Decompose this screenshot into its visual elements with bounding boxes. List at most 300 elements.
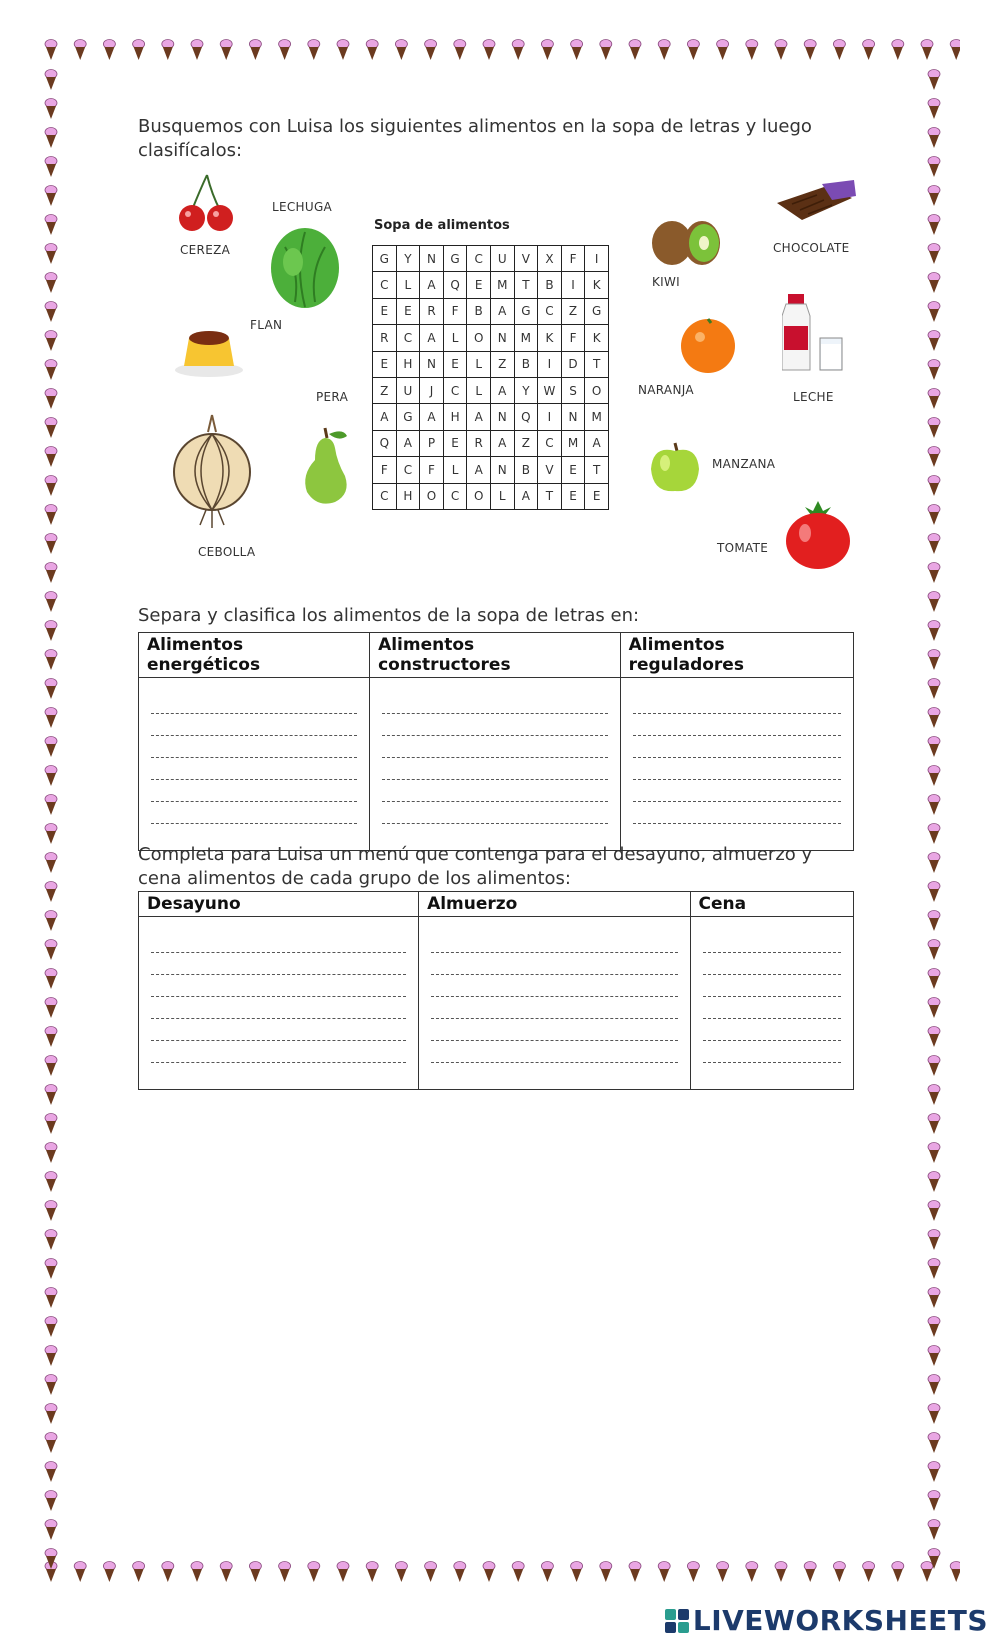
answer-line[interactable] <box>633 736 841 758</box>
border-bottom <box>40 1560 960 1590</box>
ice-cream-cone-icon <box>45 1549 57 1570</box>
ice-cream-cone-icon <box>928 853 940 874</box>
milk-icon <box>782 290 847 375</box>
answer-line[interactable] <box>633 802 841 824</box>
answer-line[interactable] <box>431 997 677 1019</box>
ice-cream-cone-icon <box>45 824 57 845</box>
ice-cream-cone-icon <box>928 418 940 439</box>
wordsearch-cell[interactable]: F <box>561 246 585 272</box>
food-label-pera: PERA <box>316 390 349 404</box>
ice-cream-cone-icon <box>928 766 940 787</box>
answer-line[interactable] <box>431 1041 677 1063</box>
answer-line[interactable] <box>382 692 608 714</box>
wordsearch-cell[interactable]: I <box>561 272 585 298</box>
ice-cream-cone-icon <box>45 128 57 149</box>
answer-line[interactable] <box>431 931 677 953</box>
answer-line[interactable] <box>633 714 841 736</box>
wordsearch-row <box>373 325 609 351</box>
answer-line[interactable] <box>703 953 841 975</box>
ice-cream-cone-icon <box>45 1085 57 1106</box>
wordsearch-cell[interactable]: K <box>538 325 562 351</box>
wordsearch-cell[interactable]: Z <box>490 351 514 377</box>
answer-line[interactable] <box>431 975 677 997</box>
ice-cream-cone-icon <box>928 824 940 845</box>
wordsearch-cell[interactable]: O <box>467 483 491 509</box>
answer-line[interactable] <box>703 975 841 997</box>
wordsearch-cell[interactable]: B <box>467 298 491 324</box>
ice-cream-cone-icon <box>863 1562 875 1583</box>
ice-cream-cone-icon <box>928 1056 940 1077</box>
ice-cream-cone-icon <box>928 534 940 555</box>
wordsearch-cell[interactable]: C <box>396 457 420 483</box>
border-left <box>40 40 62 1580</box>
answer-line[interactable] <box>151 1041 406 1063</box>
ice-cream-cone-icon <box>45 853 57 874</box>
wordsearch-cell[interactable]: D <box>561 351 585 377</box>
ice-cream-cone-icon <box>928 911 940 932</box>
header-reguladores: Alimentos reguladores <box>620 633 853 678</box>
ice-cream-cone-icon <box>928 563 940 584</box>
ice-cream-cone-icon <box>687 1562 699 1583</box>
menu-table <box>138 891 854 1090</box>
wordsearch-cell[interactable]: E <box>443 351 467 377</box>
wordsearch-cell[interactable]: A <box>373 404 397 430</box>
wordsearch-cell[interactable]: R <box>373 325 397 351</box>
wordsearch-cell[interactable]: N <box>561 404 585 430</box>
wordsearch-cell[interactable]: T <box>585 351 609 377</box>
wordsearch-cell[interactable]: H <box>396 351 420 377</box>
ice-cream-cone-icon <box>366 1562 378 1583</box>
wordsearch-cell[interactable]: B <box>514 457 538 483</box>
ice-cream-cone-icon <box>629 40 641 61</box>
wordsearch-cell[interactable]: E <box>467 272 491 298</box>
wordsearch-cell[interactable]: C <box>467 246 491 272</box>
wordsearch-cell[interactable]: M <box>561 430 585 456</box>
ice-cream-cone-icon <box>45 1027 57 1048</box>
ice-cream-cone-icon <box>45 505 57 526</box>
ice-cream-cone-icon <box>928 1317 940 1338</box>
ice-cream-cone-icon <box>775 1562 787 1583</box>
ice-cream-cone-icon <box>892 1562 904 1583</box>
ice-cream-cone-icon <box>45 882 57 903</box>
wordsearch-cell[interactable]: L <box>396 272 420 298</box>
food-label-kiwi: KIWI <box>652 275 681 289</box>
wordsearch-cell[interactable]: Q <box>443 272 467 298</box>
ice-cream-cone-icon <box>541 1562 553 1583</box>
wordsearch-cell[interactable]: C <box>443 483 467 509</box>
wordsearch-cell[interactable]: E <box>373 351 397 377</box>
wordsearch-cell[interactable]: Y <box>514 377 538 403</box>
ice-cream-cone-icon <box>45 244 57 265</box>
ice-cream-cone-icon <box>717 1562 729 1583</box>
ice-cream-cone-icon <box>928 679 940 700</box>
ice-cream-cone-icon <box>629 1562 641 1583</box>
ice-cream-cone-icon <box>928 215 940 236</box>
wordsearch-cell[interactable]: T <box>514 272 538 298</box>
wordsearch-cell[interactable]: Q <box>514 404 538 430</box>
ice-cream-cone-icon <box>45 592 57 613</box>
ice-cream-cone-icon <box>45 1201 57 1222</box>
food-label-cebolla: CEBOLLA <box>198 545 256 559</box>
answer-line[interactable] <box>151 1019 406 1041</box>
wordsearch-cell[interactable]: E <box>396 298 420 324</box>
wordsearch-cell[interactable]: L <box>490 483 514 509</box>
answer-line[interactable] <box>151 931 406 953</box>
food-label-flan: FLAN <box>250 318 283 332</box>
intro-text: Busquemos con Luisa los siguientes alimentos en la sopa de letras y luego clasifícalos: <box>138 116 812 161</box>
wordsearch-cell[interactable]: F <box>420 457 444 483</box>
wordsearch-cell[interactable]: L <box>443 457 467 483</box>
wordsearch-cell[interactable]: N <box>490 404 514 430</box>
wordsearch-cell[interactable]: O <box>585 377 609 403</box>
ice-cream-cone-icon <box>45 737 57 758</box>
flan-icon <box>172 318 247 378</box>
wordsearch-cell[interactable]: Y <box>396 246 420 272</box>
ice-cream-cone-icon <box>541 40 553 61</box>
ice-cream-cone-icon <box>45 1230 57 1251</box>
ice-cream-cone-icon <box>454 40 466 61</box>
wordsearch-cell[interactable]: X <box>538 246 562 272</box>
wordsearch-cell[interactable]: G <box>585 298 609 324</box>
wordsearch-cell[interactable]: G <box>514 298 538 324</box>
wordsearch-cell[interactable]: Z <box>373 377 397 403</box>
ice-cream-cone-icon <box>45 1259 57 1280</box>
wordsearch-cell[interactable]: R <box>467 430 491 456</box>
ice-cream-cone-icon <box>45 1520 57 1541</box>
ice-cream-cone-icon <box>45 679 57 700</box>
ice-cream-cone-icon <box>45 99 57 120</box>
ice-cream-cone-icon <box>454 1562 466 1583</box>
answer-line[interactable] <box>703 997 841 1019</box>
ice-cream-cone-icon <box>133 1562 145 1583</box>
wordsearch-cell[interactable]: T <box>585 457 609 483</box>
ice-cream-cone-icon <box>600 1562 612 1583</box>
wordsearch-row <box>373 483 609 509</box>
wordsearch-cell[interactable]: A <box>420 404 444 430</box>
ice-cream-cone-icon <box>45 418 57 439</box>
wordsearch-cell[interactable]: E <box>585 483 609 509</box>
ice-cream-cone-icon <box>928 650 940 671</box>
ice-cream-cone-icon <box>45 1346 57 1367</box>
wordsearch-cell[interactable]: A <box>490 298 514 324</box>
answer-line[interactable] <box>382 714 608 736</box>
ice-cream-cone-icon <box>928 1230 940 1251</box>
answer-line[interactable] <box>151 736 357 758</box>
ice-cream-cone-icon <box>45 1143 57 1164</box>
ice-cream-cone-icon <box>928 969 940 990</box>
ice-cream-cone-icon <box>249 1562 261 1583</box>
wordsearch-cell[interactable]: L <box>467 377 491 403</box>
ice-cream-cone-icon <box>928 1433 940 1454</box>
border-top <box>40 38 960 68</box>
ice-cream-cone-icon <box>45 1056 57 1077</box>
food-label-tomate: TOMATE <box>717 541 769 555</box>
wordsearch-cell[interactable]: H <box>396 483 420 509</box>
ice-cream-cone-icon <box>220 40 232 61</box>
wordsearch-cell[interactable]: B <box>514 351 538 377</box>
ice-cream-cone-icon <box>928 360 940 381</box>
answer-cell-cena[interactable] <box>690 917 853 1090</box>
ice-cream-cone-icon <box>45 389 57 410</box>
food-label-cereza: CEREZA <box>180 243 231 257</box>
wordsearch-cell[interactable]: A <box>467 457 491 483</box>
ice-cream-cone-icon <box>45 476 57 497</box>
ice-cream-cone-icon <box>395 40 407 61</box>
ice-cream-cone-icon <box>45 621 57 642</box>
ice-cream-cone-icon <box>45 331 57 352</box>
wordsearch-cell[interactable]: I <box>538 351 562 377</box>
ice-cream-cone-icon <box>45 708 57 729</box>
wordsearch-cell[interactable]: A <box>420 272 444 298</box>
wordsearch-cell[interactable]: S <box>561 377 585 403</box>
wordsearch-cell[interactable]: K <box>585 325 609 351</box>
header-almuerzo: Almuerzo <box>419 892 690 917</box>
answer-line[interactable] <box>382 802 608 824</box>
ice-cream-cone-icon <box>45 766 57 787</box>
wordsearch-cell[interactable]: L <box>443 325 467 351</box>
ice-cream-cone-icon <box>928 592 940 613</box>
ice-cream-cone-icon <box>950 1562 960 1583</box>
wordsearch-row <box>373 404 609 430</box>
ice-cream-cone-icon <box>425 40 437 61</box>
wordsearch-cell[interactable]: C <box>443 377 467 403</box>
wordsearch-cell[interactable]: A <box>396 430 420 456</box>
wordsearch-cell[interactable]: A <box>490 377 514 403</box>
ice-cream-cone-icon <box>45 1317 57 1338</box>
wordsearch-cell[interactable]: Z <box>561 298 585 324</box>
ice-cream-cone-icon <box>45 447 57 468</box>
answer-line[interactable] <box>633 758 841 780</box>
answer-line[interactable] <box>151 758 357 780</box>
ice-cream-cone-icon <box>658 40 670 61</box>
answer-line[interactable] <box>151 714 357 736</box>
wordsearch-cell[interactable]: M <box>490 272 514 298</box>
ice-cream-cone-icon <box>45 911 57 932</box>
ice-cream-cone-icon <box>928 1288 940 1309</box>
wordsearch-cell[interactable]: C <box>538 430 562 456</box>
answer-line[interactable] <box>151 692 357 714</box>
ice-cream-cone-icon <box>950 40 960 61</box>
ice-cream-cone-icon <box>928 708 940 729</box>
answer-line[interactable] <box>431 1019 677 1041</box>
wordsearch-cell[interactable]: E <box>561 457 585 483</box>
wordsearch-cell[interactable]: K <box>585 272 609 298</box>
answer-line[interactable] <box>151 953 406 975</box>
ice-cream-cone-icon <box>45 1375 57 1396</box>
wordsearch-cell[interactable]: O <box>467 325 491 351</box>
ice-cream-cone-icon <box>928 795 940 816</box>
wordsearch-cell[interactable]: O <box>420 483 444 509</box>
ice-cream-cone-icon <box>45 215 57 236</box>
wordsearch-cell[interactable]: C <box>373 483 397 509</box>
wordsearch-cell[interactable]: E <box>443 430 467 456</box>
wordsearch-cell[interactable]: C <box>538 298 562 324</box>
answer-line[interactable] <box>431 953 677 975</box>
wordsearch-row <box>373 457 609 483</box>
brand-logo[interactable] <box>665 1604 988 1637</box>
ice-cream-cone-icon <box>74 40 86 61</box>
wordsearch-cell[interactable]: M <box>585 404 609 430</box>
answer-line[interactable] <box>633 780 841 802</box>
wordsearch-cell[interactable]: A <box>467 404 491 430</box>
wordsearch-cell[interactable]: I <box>538 404 562 430</box>
ice-cream-cone-icon <box>571 40 583 61</box>
ice-cream-cone-icon <box>103 1562 115 1583</box>
answer-line[interactable] <box>633 692 841 714</box>
ice-cream-cone-icon <box>928 1404 940 1425</box>
answer-line[interactable] <box>382 758 608 780</box>
ice-cream-cone-icon <box>74 1562 86 1583</box>
ice-cream-cone-icon <box>308 1562 320 1583</box>
answer-line[interactable] <box>703 1041 841 1063</box>
wordsearch-cell[interactable]: V <box>514 246 538 272</box>
wordsearch-cell[interactable]: B <box>538 272 562 298</box>
food-label-lechuga: LECHUGA <box>272 200 333 214</box>
wordsearch-cell[interactable]: G <box>373 246 397 272</box>
ice-cream-cone-icon <box>928 621 940 642</box>
ice-cream-cone-icon <box>928 1259 940 1280</box>
ice-cream-cone-icon <box>483 40 495 61</box>
ice-cream-cone-icon <box>162 40 174 61</box>
wordsearch-cell[interactable]: Z <box>514 430 538 456</box>
answer-cell-desayuno[interactable] <box>139 917 419 1090</box>
wordsearch-cell[interactable]: N <box>420 351 444 377</box>
onion-icon <box>170 410 255 530</box>
ice-cream-cone-icon <box>928 998 940 1019</box>
wordsearch-grid <box>372 245 609 510</box>
ice-cream-cone-icon <box>571 1562 583 1583</box>
wordsearch-cell[interactable]: E <box>561 483 585 509</box>
answer-line[interactable] <box>151 975 406 997</box>
food-label-leche: LECHE <box>793 390 834 404</box>
ice-cream-cone-icon <box>103 40 115 61</box>
wordsearch-cell[interactable]: V <box>538 457 562 483</box>
chocolate-icon <box>772 178 857 228</box>
brand-name: LIVEWORKSHEETS <box>692 1604 988 1637</box>
ice-cream-cone-icon <box>337 1562 349 1583</box>
wordsearch-cell[interactable]: G <box>396 404 420 430</box>
ice-cream-cone-icon <box>746 40 758 61</box>
wordsearch-row <box>373 351 609 377</box>
ice-cream-cone-icon <box>928 1143 940 1164</box>
answer-line[interactable] <box>382 736 608 758</box>
ice-cream-cone-icon <box>687 40 699 61</box>
wordsearch-cell[interactable]: A <box>420 325 444 351</box>
wordsearch-cell[interactable]: Q <box>373 430 397 456</box>
wordsearch-cell[interactable]: M <box>514 325 538 351</box>
ice-cream-cone-icon <box>928 1375 940 1396</box>
ice-cream-cone-icon <box>928 1172 940 1193</box>
ice-cream-cone-icon <box>220 1562 232 1583</box>
ice-cream-cone-icon <box>804 1562 816 1583</box>
answer-cell-reguladores[interactable] <box>620 678 853 851</box>
wordsearch-row <box>373 272 609 298</box>
header-energeticos: Alimentos energéticos <box>139 633 370 678</box>
wordsearch-cell[interactable]: L <box>467 351 491 377</box>
ice-cream-cone-icon <box>45 302 57 323</box>
answer-line[interactable] <box>151 802 357 824</box>
wordsearch-cell[interactable]: N <box>490 457 514 483</box>
answer-line[interactable] <box>382 780 608 802</box>
ice-cream-cone-icon <box>600 40 612 61</box>
ice-cream-cone-icon <box>928 128 940 149</box>
answer-cell-constructores[interactable] <box>370 678 621 851</box>
classify-instructions: Separa y clasifica los alimentos de la sopa de letras en: <box>138 605 640 626</box>
wordsearch-title: Sopa de alimentos <box>374 218 510 233</box>
wordsearch-cell[interactable]: J <box>420 377 444 403</box>
ice-cream-cone-icon <box>45 534 57 555</box>
ice-cream-cone-icon <box>45 795 57 816</box>
wordsearch-cell[interactable]: A <box>585 430 609 456</box>
ice-cream-cone-icon <box>483 1562 495 1583</box>
ice-cream-cone-icon <box>892 40 904 61</box>
brand-logo-icon <box>665 1609 689 1633</box>
wordsearch-cell[interactable]: W <box>538 377 562 403</box>
wordsearch-cell[interactable]: T <box>538 483 562 509</box>
answer-line[interactable] <box>703 1019 841 1041</box>
ice-cream-cone-icon <box>45 1288 57 1309</box>
answer-line[interactable] <box>151 780 357 802</box>
ice-cream-cone-icon <box>45 1462 57 1483</box>
wordsearch-cell[interactable]: N <box>420 246 444 272</box>
wordsearch-cell[interactable]: P <box>420 430 444 456</box>
wordsearch-cell[interactable]: U <box>396 377 420 403</box>
ice-cream-cone-icon <box>512 40 524 61</box>
wordsearch-row <box>373 298 609 324</box>
ice-cream-cone-icon <box>928 1346 940 1367</box>
ice-cream-cone-icon <box>45 940 57 961</box>
wordsearch-cell[interactable]: U <box>490 246 514 272</box>
wordsearch-cell[interactable]: C <box>396 325 420 351</box>
wordsearch-cell[interactable]: G <box>443 246 467 272</box>
ice-cream-cone-icon <box>337 40 349 61</box>
wordsearch-cell[interactable]: A <box>514 483 538 509</box>
ice-cream-cone-icon <box>804 40 816 61</box>
wordsearch-cell[interactable]: R <box>420 298 444 324</box>
food-label-naranja: NARANJA <box>638 383 694 397</box>
wordsearch-cell[interactable]: F <box>373 457 397 483</box>
ice-cream-cone-icon <box>928 447 940 468</box>
ice-cream-cone-icon <box>308 40 320 61</box>
wordsearch-cell[interactable]: F <box>443 298 467 324</box>
ice-cream-cone-icon <box>45 1491 57 1512</box>
ice-cream-cone-icon <box>191 1562 203 1583</box>
wordsearch-cell[interactable]: H <box>443 404 467 430</box>
ice-cream-cone-icon <box>366 40 378 61</box>
wordsearch-cell[interactable]: F <box>561 325 585 351</box>
ice-cream-cone-icon <box>928 1520 940 1541</box>
wordsearch-cell[interactable]: C <box>373 272 397 298</box>
answer-line[interactable] <box>151 997 406 1019</box>
answer-cell-energeticos[interactable] <box>139 678 370 851</box>
wordsearch-row <box>373 430 609 456</box>
ice-cream-cone-icon <box>746 1562 758 1583</box>
wordsearch-cell[interactable]: E <box>373 298 397 324</box>
ice-cream-cone-icon <box>928 331 940 352</box>
wordsearch-row <box>373 246 609 272</box>
ice-cream-cone-icon <box>833 40 845 61</box>
ice-cream-cone-icon <box>717 40 729 61</box>
wordsearch-cell[interactable]: N <box>490 325 514 351</box>
wordsearch-cell[interactable]: I <box>585 246 609 272</box>
answer-line[interactable] <box>703 931 841 953</box>
ice-cream-cone-icon <box>279 1562 291 1583</box>
wordsearch-cell[interactable]: A <box>490 430 514 456</box>
ice-cream-cone-icon <box>45 1172 57 1193</box>
answer-cell-almuerzo[interactable] <box>419 917 690 1090</box>
ice-cream-cone-icon <box>928 1549 940 1570</box>
ice-cream-cone-icon <box>45 273 57 294</box>
